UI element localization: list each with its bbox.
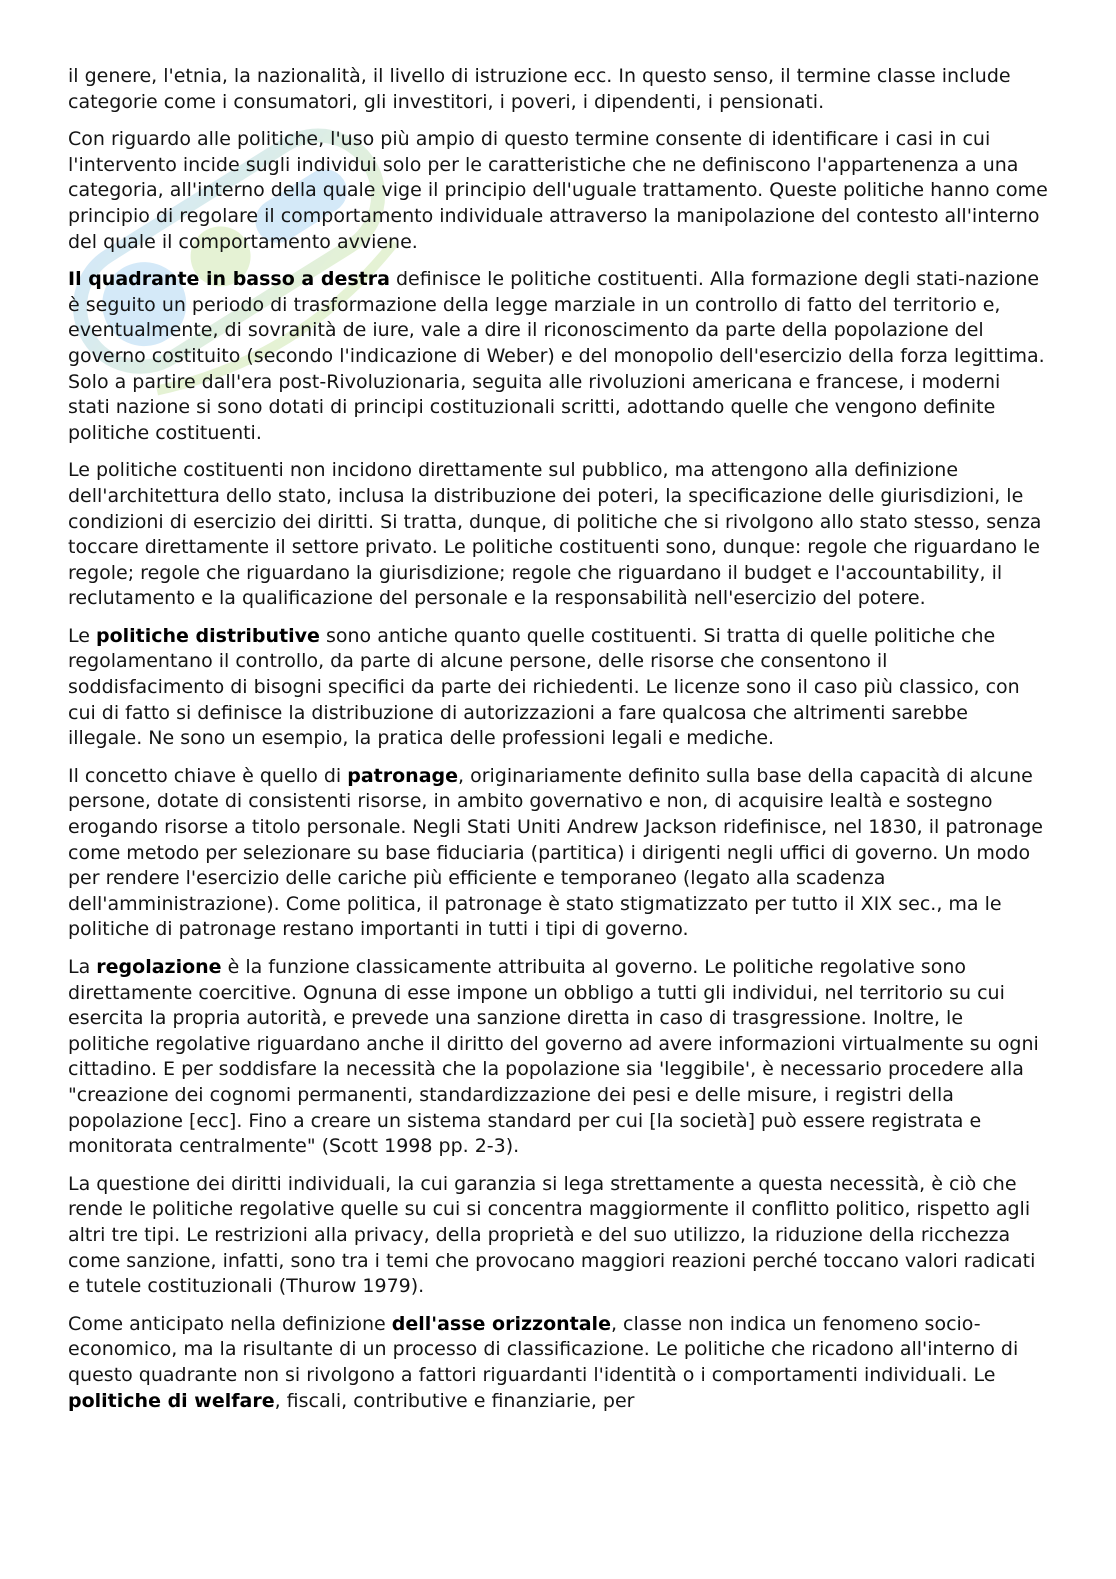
paragraph: Le politiche distributive sono antiche quanto quelle costituenti. Si tratta di quelle politiche che regolamentano il controllo, da parte di alcune persone, delle risorse che consentono il soddisfacimento di bisogni specifici da parte dei richiedenti. Le licenze sono il caso più classico, con cui di fatto si definisce la distribuzione di autorizzazioni a fare qualcosa che altrimenti sarebbe illegale. Ne sono un esempio, la pratica delle professioni legali e mediche. xyxy=(68,624,1020,750)
paragraph: Come anticipato nella definizione dell'asse orizzontale, classe non indica un fenomeno socio-economico, ma la risultante di un processo di classificazione. Le politiche che ricadono all'interno di questo quadrante non si rivolgono a fattori riguardanti l'identità o i comportamenti individuali. Le politiche di welfare, fiscali, contributive e finanziarie, per xyxy=(68,1312,1019,1412)
bold-term: Il quadrante in basso a destra xyxy=(68,268,390,291)
bold-term: politiche distributive xyxy=(95,624,320,647)
paragraph: Il quadrante in basso a destra definisce le politiche costituenti. Alla formazione degli stati-nazione è seguito un periodo di trasformazione della legge marziale in un controllo di fatto del territorio e, eventualmente, di sovranità de iure, vale a dire il riconoscimento da parte della popolazione del governo costituito (secondo l'indicazione di Weber) e del monopolio dell'esercizio della forza legittima. Solo a partire dall'era post-Rivoluzionaria, seguita alle rivoluzioni americana e francese, i moderni stati nazione si sono dotati di principi costituzionali scritti, adottando quelle che vengono definite politiche costituenti. xyxy=(68,268,1045,444)
paragraph: Il concetto chiave è quello di patronage, originariamente definito sulla base della capacità di alcune persone, dotate di consistenti risorse, in ambito governativo e non, di acquisire lealtà e sostegno erogando risorse a titolo personale. Negli Stati Uniti Andrew Jackson ridefinisce, nel 1830, il patronage come metodo per selezionare su base fiduciaria (partitica) i dirigenti negli uffici di governo. Un modo per rendere l'esercizio delle cariche più efficiente e temporaneo (legato alla scadenza dell'amministrazione). Come politica, il patronage è stato stigmatizzato per tutto il XIX sec., ma le politiche di patronage restano importanti in tutti i tipi di governo. xyxy=(68,764,1043,941)
bold-term: dell'asse orizzontale xyxy=(391,1312,611,1335)
document-body xyxy=(68,64,1048,1426)
paragraph: La regolazione è la funzione classicamente attribuita al governo. Le politiche regolative sono direttamente coercitive. Ognuna di esse impone un obbligo a tutti gli individui, nel territorio su cui esercita la propria autorità, e prevede una sanzione diretta in caso di trasgressione. Inoltre, le politiche regolative riguardano anche il diritto del governo ad avere informazioni virtualmente su ogni cittadino. E per soddisfare la necessità che la popolazione sia 'leggibile', è necessario procedere alla "creazione dei cognomi permanenti, standardizzazione dei pesi e delle misure, i registri della popolazione [ecc]. Fino a creare un sistema standard per cui [la società] può essere registrata e monitorata centralmente" (Scott 1998 pp. 2-3). xyxy=(68,956,1039,1158)
bold-term: regolazione xyxy=(96,956,222,978)
paragraph: Con riguardo alle politiche, l'uso più ampio di questo termine consente di identificare i casi in cui l'intervento incide sugli individui solo per le caratteristiche che ne definiscono l'appartenenza a una categoria, all'interno della quale vige il principio dell'uguale trattamento. Queste politiche hanno come principio di regolare il comportamento individuale attraverso la manipolazione del contesto all'interno del quale il comportamento avviene. xyxy=(68,128,1048,253)
paragraph: La questione dei diritti individuali, la cui garanzia si lega strettamente a questa necessità, è ciò che rende le politiche regolative quelle su cui si concentra maggiormente il conflitto politico, rispetto agli altri tre tipi. Le restrizioni alla privacy, della proprietà e del suo utilizzo, la riduzione della ricchezza come sanzione, infatti, sono tra i temi che provocano maggiori reazioni perché toccano valori radicati e tutele costituzionali (Thurow 1979). xyxy=(68,1172,1036,1298)
paragraph: Le politiche costituenti non incidono direttamente sul pubblico, ma attengono alla definizione dell'architettura dello stato, inclusa la distribuzione dei poteri, la specificazione delle giurisdizioni, le condizioni di esercizio dei diritti. Si tratta, dunque, di politiche che si rivolgono allo stato stesso, senza toccare direttamente il settore privato. Le politiche costituenti sono, dunque: regole che riguardano le regole; regole che riguardano la giurisdizione; regole che riguardano il budget e l'accountability, il reclutamento e la qualificazione del personale e la responsabilità nell'esercizio del potere. xyxy=(68,459,1042,610)
bold-term: patronage xyxy=(347,764,459,787)
paragraph: il genere, l'etnia, la nazionalità, il livello di istruzione ecc. In questo senso, il termine classe include categorie come i consumatori, gli investitori, i poveri, i dipendenti, i pensionati. xyxy=(68,65,1011,113)
bold-term: politiche di welfare xyxy=(68,1389,275,1412)
